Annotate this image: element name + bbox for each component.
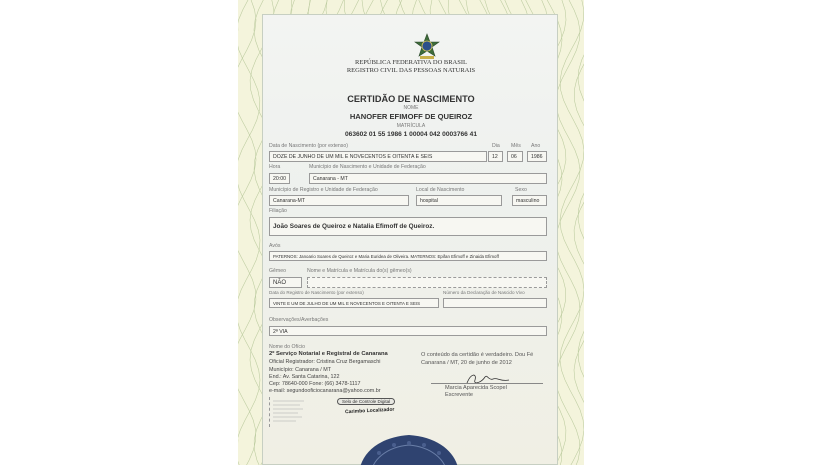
dnv-field	[443, 298, 547, 308]
attest-line-1: O conteúdo da certidão é verdadeiro. Dou Fé	[421, 352, 534, 358]
notes-field: 2ª VIA	[269, 326, 547, 336]
hour-field: 20:00	[269, 173, 290, 184]
office-address: End.: Av. Santa Catarina, 122	[269, 374, 340, 380]
office-city: Município: Canarana / MT	[269, 367, 332, 373]
person-name: HANOFER EFIMOFF DE QUEIROZ	[349, 112, 473, 121]
registry-city-label: Município de Registro e Unidade de Federação	[269, 187, 378, 193]
digital-seal-badge: Selo de Controle Digital	[337, 398, 395, 405]
tiny-print-block	[269, 397, 308, 427]
filiation-field: João Soares de Queiroz e Natalia Efimoff de Queiroz.	[269, 217, 547, 236]
grandparents-field: PATERNOS: Janoario Soares de Queiroz e Maria Euridea de Oliveira. MATERNOS: Epifan Efimoff e Zinaida Efimoff	[269, 251, 547, 261]
name-label: NOME	[403, 105, 419, 111]
official-seal-emblem	[349, 423, 469, 465]
signer-name: Marcia Aparecida Scopel	[445, 385, 507, 391]
birth-place-field: hospital	[416, 195, 502, 206]
month-field: 06	[507, 151, 523, 162]
day-field: 12	[488, 151, 503, 162]
twin-field: NÃO	[269, 277, 302, 288]
country-heading: REPÚBLICA FEDERATIVA DO BRASIL	[354, 59, 468, 66]
month-label: Mês	[511, 143, 521, 149]
office-phone: Cep: 78640-000 Fone: (66) 3478-1117	[269, 381, 361, 387]
sex-label: Sexo	[515, 187, 527, 193]
twin-label: Gêmeo	[269, 268, 287, 274]
birth-date-label: Data de Nascimento (por extenso)	[269, 143, 349, 149]
certificate-title: CERTIDÃO DE NASCIMENTO	[347, 94, 475, 104]
office-name: 2º Serviço Notarial e Registral de Canarana	[269, 351, 388, 357]
day-label: Dia	[492, 143, 500, 149]
year-label: Ano	[531, 143, 541, 149]
twin-names-label: Nome e Matrícula e Matrícula do(s) gêmeo(s)	[307, 268, 412, 274]
notes-label: Observações/Averbações	[269, 317, 329, 323]
twin-names-field	[307, 277, 547, 288]
certificate-panel	[262, 14, 558, 465]
birth-city-field: Canarana - MT	[309, 173, 547, 184]
registration-date-field: VINTE E UM DE JULHO DE UM MIL E NOVECENTOS E OITENTA E SEIS	[269, 298, 439, 308]
year-field: 1986	[527, 151, 547, 162]
grandparents-label: Avós	[269, 243, 281, 249]
registry-city-field: Canarana-MT	[269, 195, 409, 206]
office-email: e-mail: segundooficiocanarana@yahoo.com.br	[269, 388, 381, 394]
hour-label: Hora	[269, 164, 281, 170]
registration-date-label: Data do Registro de Nascimento (por extenso)	[269, 290, 364, 295]
registry-heading: REGISTRO CIVIL DAS PESSOAS NATURAIS	[346, 67, 476, 74]
signature-line	[431, 383, 543, 384]
locator-stamp: Carimbo Localizador	[344, 406, 395, 416]
birth-place-label: Local de Nascimento	[416, 187, 465, 193]
sex-field: masculino	[512, 195, 547, 206]
office-officer: Oficial Registrador: Cristina Cruz Bergamaschi	[269, 359, 381, 365]
coat-of-arms-icon	[414, 33, 440, 61]
birth-certificate-document	[238, 0, 584, 465]
filiation-label: Filiação	[269, 208, 287, 214]
birth-date-field: DOZE DE JUNHO DE UM MIL E NOVECENTOS E OITENTA E SEIS	[269, 151, 487, 162]
dnv-label: Número da Declaração de Nascido Vivo	[443, 290, 525, 295]
matricula-number: 063602 01 55 1986 1 00004 042 0003766 41	[344, 131, 477, 138]
attest-line-2: Canarana / MT, 20 de junho de 2012	[421, 360, 512, 366]
birth-city-label: Município de Nascimento e Unidade de Federação	[309, 164, 426, 170]
office-name-label: Nome do Ofício	[269, 344, 306, 350]
matricula-label: MATRÍCULA	[396, 123, 426, 129]
signer-role: Escrevente	[445, 392, 473, 398]
